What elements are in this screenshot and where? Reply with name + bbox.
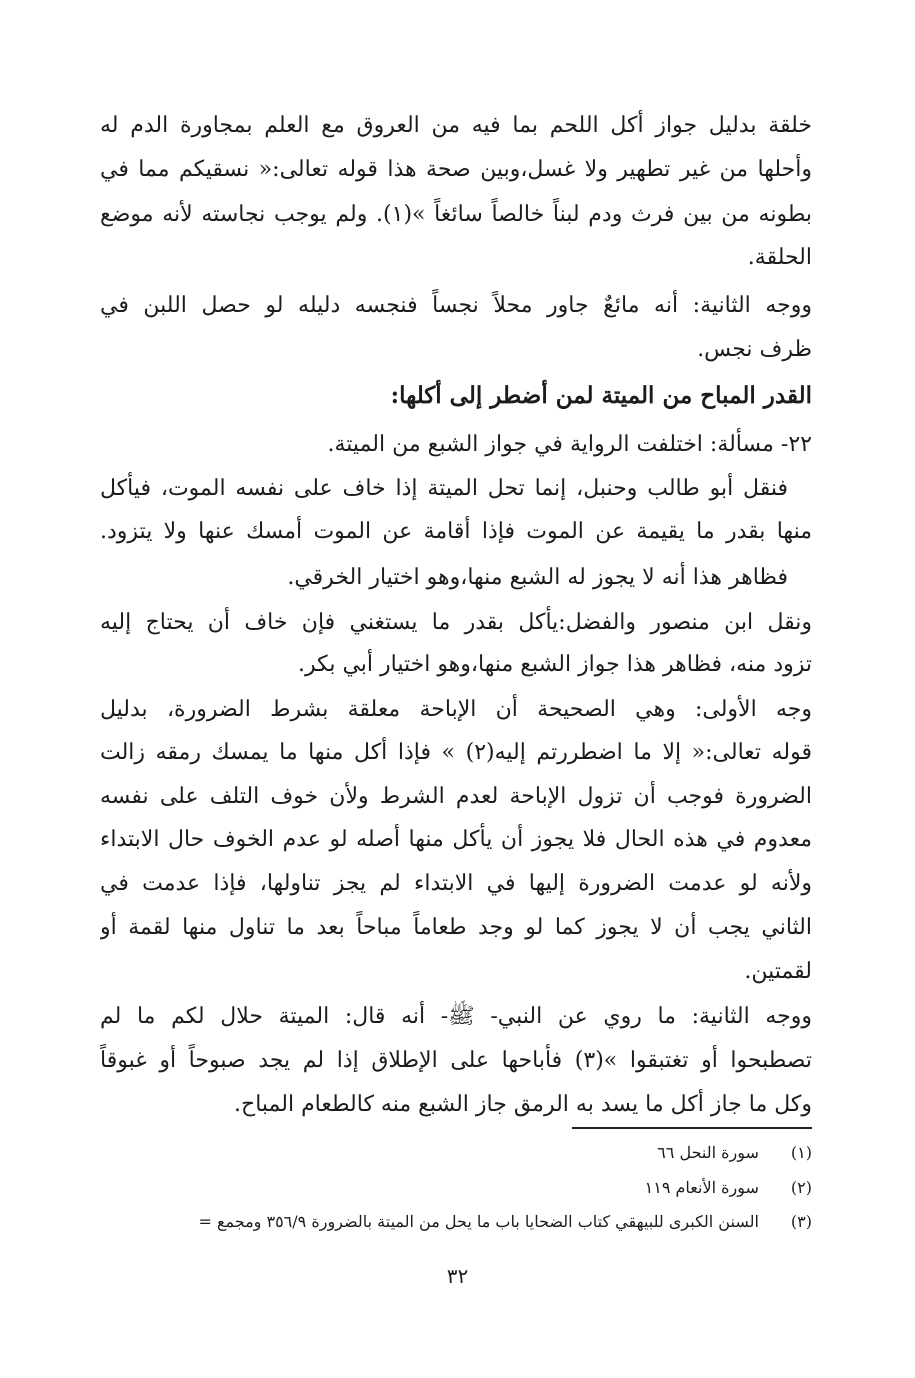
body-line-14: وجه الأولى: وهي الصحيحة أن الإباحة معلقة بشرط الضرورة، بدليل [100, 697, 812, 722]
body-line-10: منها بقدر ما يقيمة عن الموت فإذا أقامة عن الموت أمسك عنها ولا يتزود. [100, 519, 812, 544]
footnote-2 [100, 1173, 812, 1203]
body-line-13: تزود منه، فظاهر هذا جواز الشبع منها،وهو اختيار أبي بكر. [298, 652, 812, 677]
body-line-16: الضرورة فوجب أن تزول الإباحة لعدم الشرط ولأن خوف التلف على نفسه [100, 784, 812, 809]
footnote-text: سورة النحل ٦٦ [657, 1143, 759, 1162]
body-line-12: ونقل ابن منصور والفضل:يأكل بقدر ما يستغني فإن خاف أن يحتاج إليه [100, 610, 812, 635]
body-line-22: تصطبحوا أو تغتبقوا »(٣) فأباحها على الإطلاق إذا لم يجد صبوحاً أو غبوقاً [100, 1048, 812, 1073]
body-line-23: وكل ما جاز أكل ما يسد به الرمق جاز الشبع منه كالطعام المباح. [234, 1092, 812, 1117]
body-line-15: قوله تعالى:« إلا ما اضطررتم إليه(٢) » فإذا أكل منها ما يمسك رمقه زالت [100, 740, 812, 765]
body-line-2: وأحلها من غير تطهير ولا غسل،وبين صحة هذا قوله تعالى:« نسقيكم مما في [100, 157, 812, 182]
footnote-separator [572, 1127, 812, 1129]
footnote-1 [100, 1138, 812, 1168]
body-line-21: ووجه الثانية: ما روي عن النبي- ﷺ- أنه قال: الميتة حلال لكم ما لم [100, 1004, 812, 1029]
footnote-number: (٣) [790, 1212, 812, 1231]
footnote-number: (١) [790, 1143, 812, 1162]
body-line-18: ولأنه لو عدمت الضرورة إليها في الابتداء لم يجز تناولها، فإذا عدمت في [100, 871, 812, 896]
page-number: ٣٢ [446, 1264, 469, 1288]
body-line-6: ظرف نجس. [697, 337, 812, 362]
body-line-20: لقمتين. [744, 959, 812, 984]
body-line-1: خلقة بدليل جواز أكل اللحم بما فيه من العروق مع العلم بمجاورة الدم له [100, 113, 812, 138]
body-line-19: الثاني يجب أن لا يجوز كما لو وجد طعاماً مباحاً بعد ما تناول منها لقمة أو [100, 915, 812, 940]
body-line-9: فنقل أبو طالب وحنبل، إنما تحل الميتة إذا خاف على نفسه الموت، فيأكل [100, 476, 788, 501]
footnote-text: السنن الكبرى للبيهقي كتاب الضحايا باب ما يحل من الميتة بالضرورة ٣٥٦/٩ ومجمع = [198, 1212, 759, 1231]
footnote-3 [100, 1207, 812, 1237]
body-line-3: بطونه من بين فرث ودم لبناً خالصاً سائغاً »(١). ولم يوجب نجاسته لأنه موضع [100, 202, 812, 227]
section-heading: القدر المباح من الميتة لمن أضطر إلى أكلها: [390, 382, 812, 409]
footnote-number: (٢) [790, 1178, 812, 1197]
body-line-17: معدوم في هذه الحال فلا يجوز أن يأكل منها أصله لو عدم الخوف حال الابتداء [100, 827, 812, 852]
body-line-5: ووجه الثانية: أنه مائعٌ جاور محلاً نجساً فنجسه دليله لو حصل اللبن في [100, 293, 812, 318]
issue-title: ٢٢- مسألة: اختلفت الرواية في جواز الشبع من الميتة. [327, 432, 812, 457]
body-line-4: الحلقة. [747, 245, 812, 270]
body-line-11: فظاهر هذا أنه لا يجوز له الشبع منها،وهو اختيار الخرقي. [287, 565, 788, 590]
footnote-text: سورة الأنعام ١١٩ [644, 1178, 759, 1197]
